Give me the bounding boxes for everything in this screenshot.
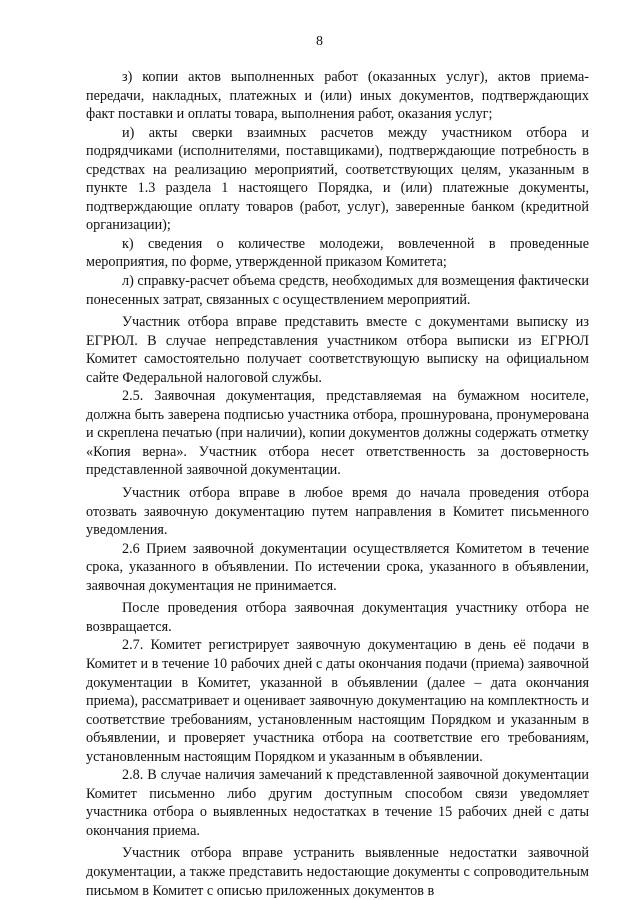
document-body <box>86 68 589 900</box>
paragraph-2-8: 2.8. В случае наличия замечаний к представленной заявочной документации Комитет письменно либо другим доступным способом связи уведомляет участника отбора о выявленных недостатках в течение 15 рабочих дней с даты окончания приема. <box>86 767 589 839</box>
paragraph-egrul-extract: Участник отбора вправе представить вместе с документами выписку из ЕГРЮЛ. В случае непредставления участником отбора выписки из ЕГРЮЛ Комитет самостоятельно получает соответствующую выписку на официальном сайте Федеральной налоговой службы. <box>86 314 589 386</box>
paragraph-2-7: 2.7. Комитет регистрирует заявочную документацию в день её подачи в Комитет и в течение 10 рабочих дней с даты окончания подачи (приема) заявочной документации в Комитет, указанной в объявлении (далее – дата окончания приема), рассматривает и оценивает заявочную документацию на комплектность и соответствие требованиям, установленным настоящим Порядком и указанным в объявлении, и проверяет участника отбора на соответствие его требованиям, установленным настоящим Порядком и указанным в объявлении. <box>86 637 589 765</box>
paragraph-no-return: После проведения отбора заявочная документация участнику отбора не возвращается. <box>86 600 589 635</box>
paragraph-2-6: 2.6 Прием заявочной документации осуществляется Комитетом в течение срока, указанного в объявлении. По истечении срока, указанного в объявлении, заявочная документация не принимается. <box>86 540 589 594</box>
paragraph-item-l: л) справку-расчет объема средств, необходимых для возмещения фактически понесенных затрат, связанных с осуществлением мероприятий. <box>86 273 589 308</box>
paragraph-2-5: 2.5. Заявочная документация, представляемая на бумажном носителе, должна быть заверена подписью участника отбора, прошнурована, пронумерована и скреплена печатью (при наличии), копии документов должны содержать отметку «Копия верна». Участник отбора несет ответственность за достоверность представленной заявочной документации. <box>86 388 589 479</box>
paragraph-item-k: к) сведения о количестве молодежи, вовлеченной в проведенные мероприятия, по форме, утвержденной приказом Комитета; <box>86 235 589 271</box>
paragraph-item-i: и) акты сверки взаимных расчетов между участником отбора и подрядчиками (исполнителями, поставщиками), подтверждающие потребность в средствах на реализацию мероприятий, соответствующих целям, указанным в пункте 1.3 раздела 1 настоящего Порядка, и (или) платежные документы, подтверждающие оплату товаров (работ, услуг), заверенные банком (кредитной организации); <box>86 124 589 234</box>
page-number: 8 <box>316 34 323 49</box>
paragraph-withdrawal: Участник отбора вправе в любое время до начала проведения отбора отозвать заявочную документацию путем направления в Комитет письменного уведомления. <box>86 485 589 539</box>
paragraph-remedy: Участник отбора вправе устранить выявленные недостатки заявочной документации, а также представить недостающие документы с сопроводительным письмом в Комитет с описью приложенных документов в <box>86 845 589 899</box>
paragraph-item-z: з) копии актов выполненных работ (оказанных услуг), актов приема-передачи, накладных, платежных и (или) иных документов, подтверждающих факт поставки и оплаты товара, выполнения работ, оказания услуг; <box>86 69 589 123</box>
